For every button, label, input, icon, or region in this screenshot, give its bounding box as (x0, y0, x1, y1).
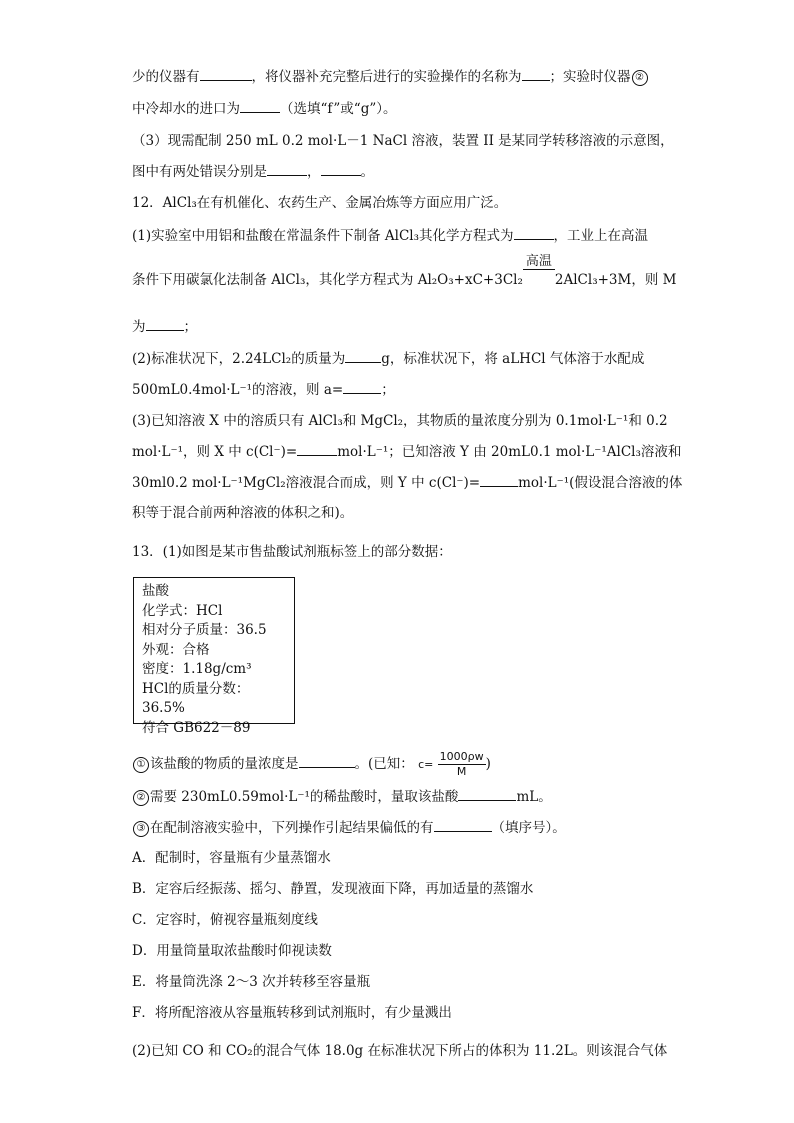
option-e: E．将量筒洗涤 2～3 次并转移至容量瓶 (132, 974, 371, 990)
q13-sub1: ① 该盐酸的物质的量浓度是 。(已知： c= $\frac{1000\rho w}{M}$ ) (132, 750, 491, 779)
reagent-label (133, 577, 295, 736)
reaction-condition: 高温 (523, 270, 555, 290)
circled-number-1: ① (133, 757, 149, 773)
answer-blank[interactable] (200, 66, 252, 81)
q11-part3-line-1: （3）现需配制 250 mL 0.2 mol·L－1 NaCl 溶液，装置 II 是某同学转移溶液的示意图， (132, 133, 674, 149)
answer-blank[interactable] (345, 348, 381, 363)
q12-part1-line-1: (1)实验室中用铝和盐酸在常温条件下制备 AlCl₃其化学方程式为 ，工业上在高温 (132, 225, 648, 246)
label-line: 化学式：HCl (142, 602, 223, 619)
answer-blank[interactable] (343, 379, 381, 394)
answer-blank[interactable] (240, 98, 280, 113)
answer-blank[interactable] (514, 225, 554, 240)
option-f: F．将所配溶液从容量瓶转移到试剂瓶时，有少量溅出 (132, 1005, 452, 1021)
q11-line-1: 少的仪器有 ，将仪器补充完整后进行的实验操作的名称为 ；实验时仪器 ② (132, 66, 649, 87)
circled-number-2: ② (133, 790, 149, 806)
option-b: B．定容后经振荡、摇匀、静置，发现液面下降，再加适量的蒸馏水 (132, 881, 534, 897)
label-line: HCl的质量分数：36.5% (142, 680, 250, 716)
answer-blank[interactable] (297, 441, 337, 456)
q13-sub3: ③ 在配制溶液实验中，下列操作引起结果偏低的有 （填序号）。 (132, 817, 566, 838)
q12-part1-line-2: 条件下用碳氯化法制备 AlCl₃，其化学方程式为 Al₂O₃+xC+3Cl₂ 高温 2AlCl₃+3M，则 M (132, 254, 677, 288)
circled-number-3: ③ (133, 821, 149, 837)
q11-part3-line-2: 图中有两处错误分别是 ， 。 (132, 161, 374, 182)
q11-line-2: 中冷却水的进口为 （选填“f”或“g”）。 (132, 98, 397, 119)
option-d: D．用量筒量取浓盐酸时仰视读数 (132, 943, 332, 959)
circled-number-2: ② (632, 70, 648, 86)
answer-blank[interactable] (267, 161, 307, 176)
label-line: 符合 GB622－89 (142, 719, 251, 736)
answer-blank[interactable] (321, 161, 361, 176)
label-line: 密度：1.18g/cm³ (142, 661, 252, 677)
answer-blank[interactable] (146, 316, 184, 331)
q12-part3-line-3: 30ml0.2 mol·L⁻¹MgCl₂溶液混合而成，则 Y 中 c(Cl⁻)= mol·L⁻¹(假设混合溶液的体 (132, 472, 682, 493)
answer-blank[interactable] (434, 817, 492, 832)
q13-part2: (2)已知 CO 和 CO₂的混合气体 18.0g 在标准状况下所占的体积为 11.2L。则该混合气体 (132, 1043, 668, 1059)
q12-part1-line-3: 为 ； (132, 316, 197, 337)
q13-intro: 13．(1)如图是某市售盐酸试剂瓶标签上的部分数据： (132, 544, 452, 560)
label-line: 相对分子质量：36.5 (142, 622, 267, 638)
q12-part2-line-2: 500mL0.4mol·L⁻¹的溶液，则 a= ； (132, 379, 395, 400)
answer-blank[interactable] (458, 786, 516, 801)
q12-intro: 12．AlCl₃在有机催化、农药生产、金属冶炼等方面应用广泛。 (132, 195, 508, 211)
answer-blank[interactable] (480, 472, 518, 487)
q12-part3-line-4: 积等于混合前两种溶液的体积之和)。 (132, 505, 354, 521)
q13-sub2: ② 需要 230mL0.59mol·L⁻¹的稀盐酸时，量取该盐酸 mL。 (132, 786, 552, 807)
answer-blank[interactable] (299, 753, 355, 768)
answer-blank[interactable] (522, 66, 550, 81)
q12-part3-line-2: mol·L⁻¹，则 X 中 c(Cl⁻)= mol·L⁻¹；已知溶液 Y 由 20mL0.1 mol·L⁻¹AlCl₃溶液和 (132, 441, 681, 462)
concentration-formula: $\frac{1000\rho w}{M}$ (439, 750, 484, 778)
option-a: A．配制时，容量瓶有少量蒸馏水 (132, 850, 331, 866)
label-line: 盐酸 (142, 583, 169, 599)
label-line: 外观：合格 (142, 641, 210, 658)
option-c: C．定容时，俯视容量瓶刻度线 (132, 912, 318, 928)
q12-part3-line-1: (3)已知溶液 X 中的溶质只有 AlCl₃和 MgCl₂，其物质的量浓度分别为 0.1mol·L⁻¹和 0.2 (132, 413, 668, 429)
q12-part2-line-1: (2)标准状况下，2.24LCl₂的质量为 g，标准状况下，将 aLHCl 气体溶于水配成 (132, 348, 644, 369)
